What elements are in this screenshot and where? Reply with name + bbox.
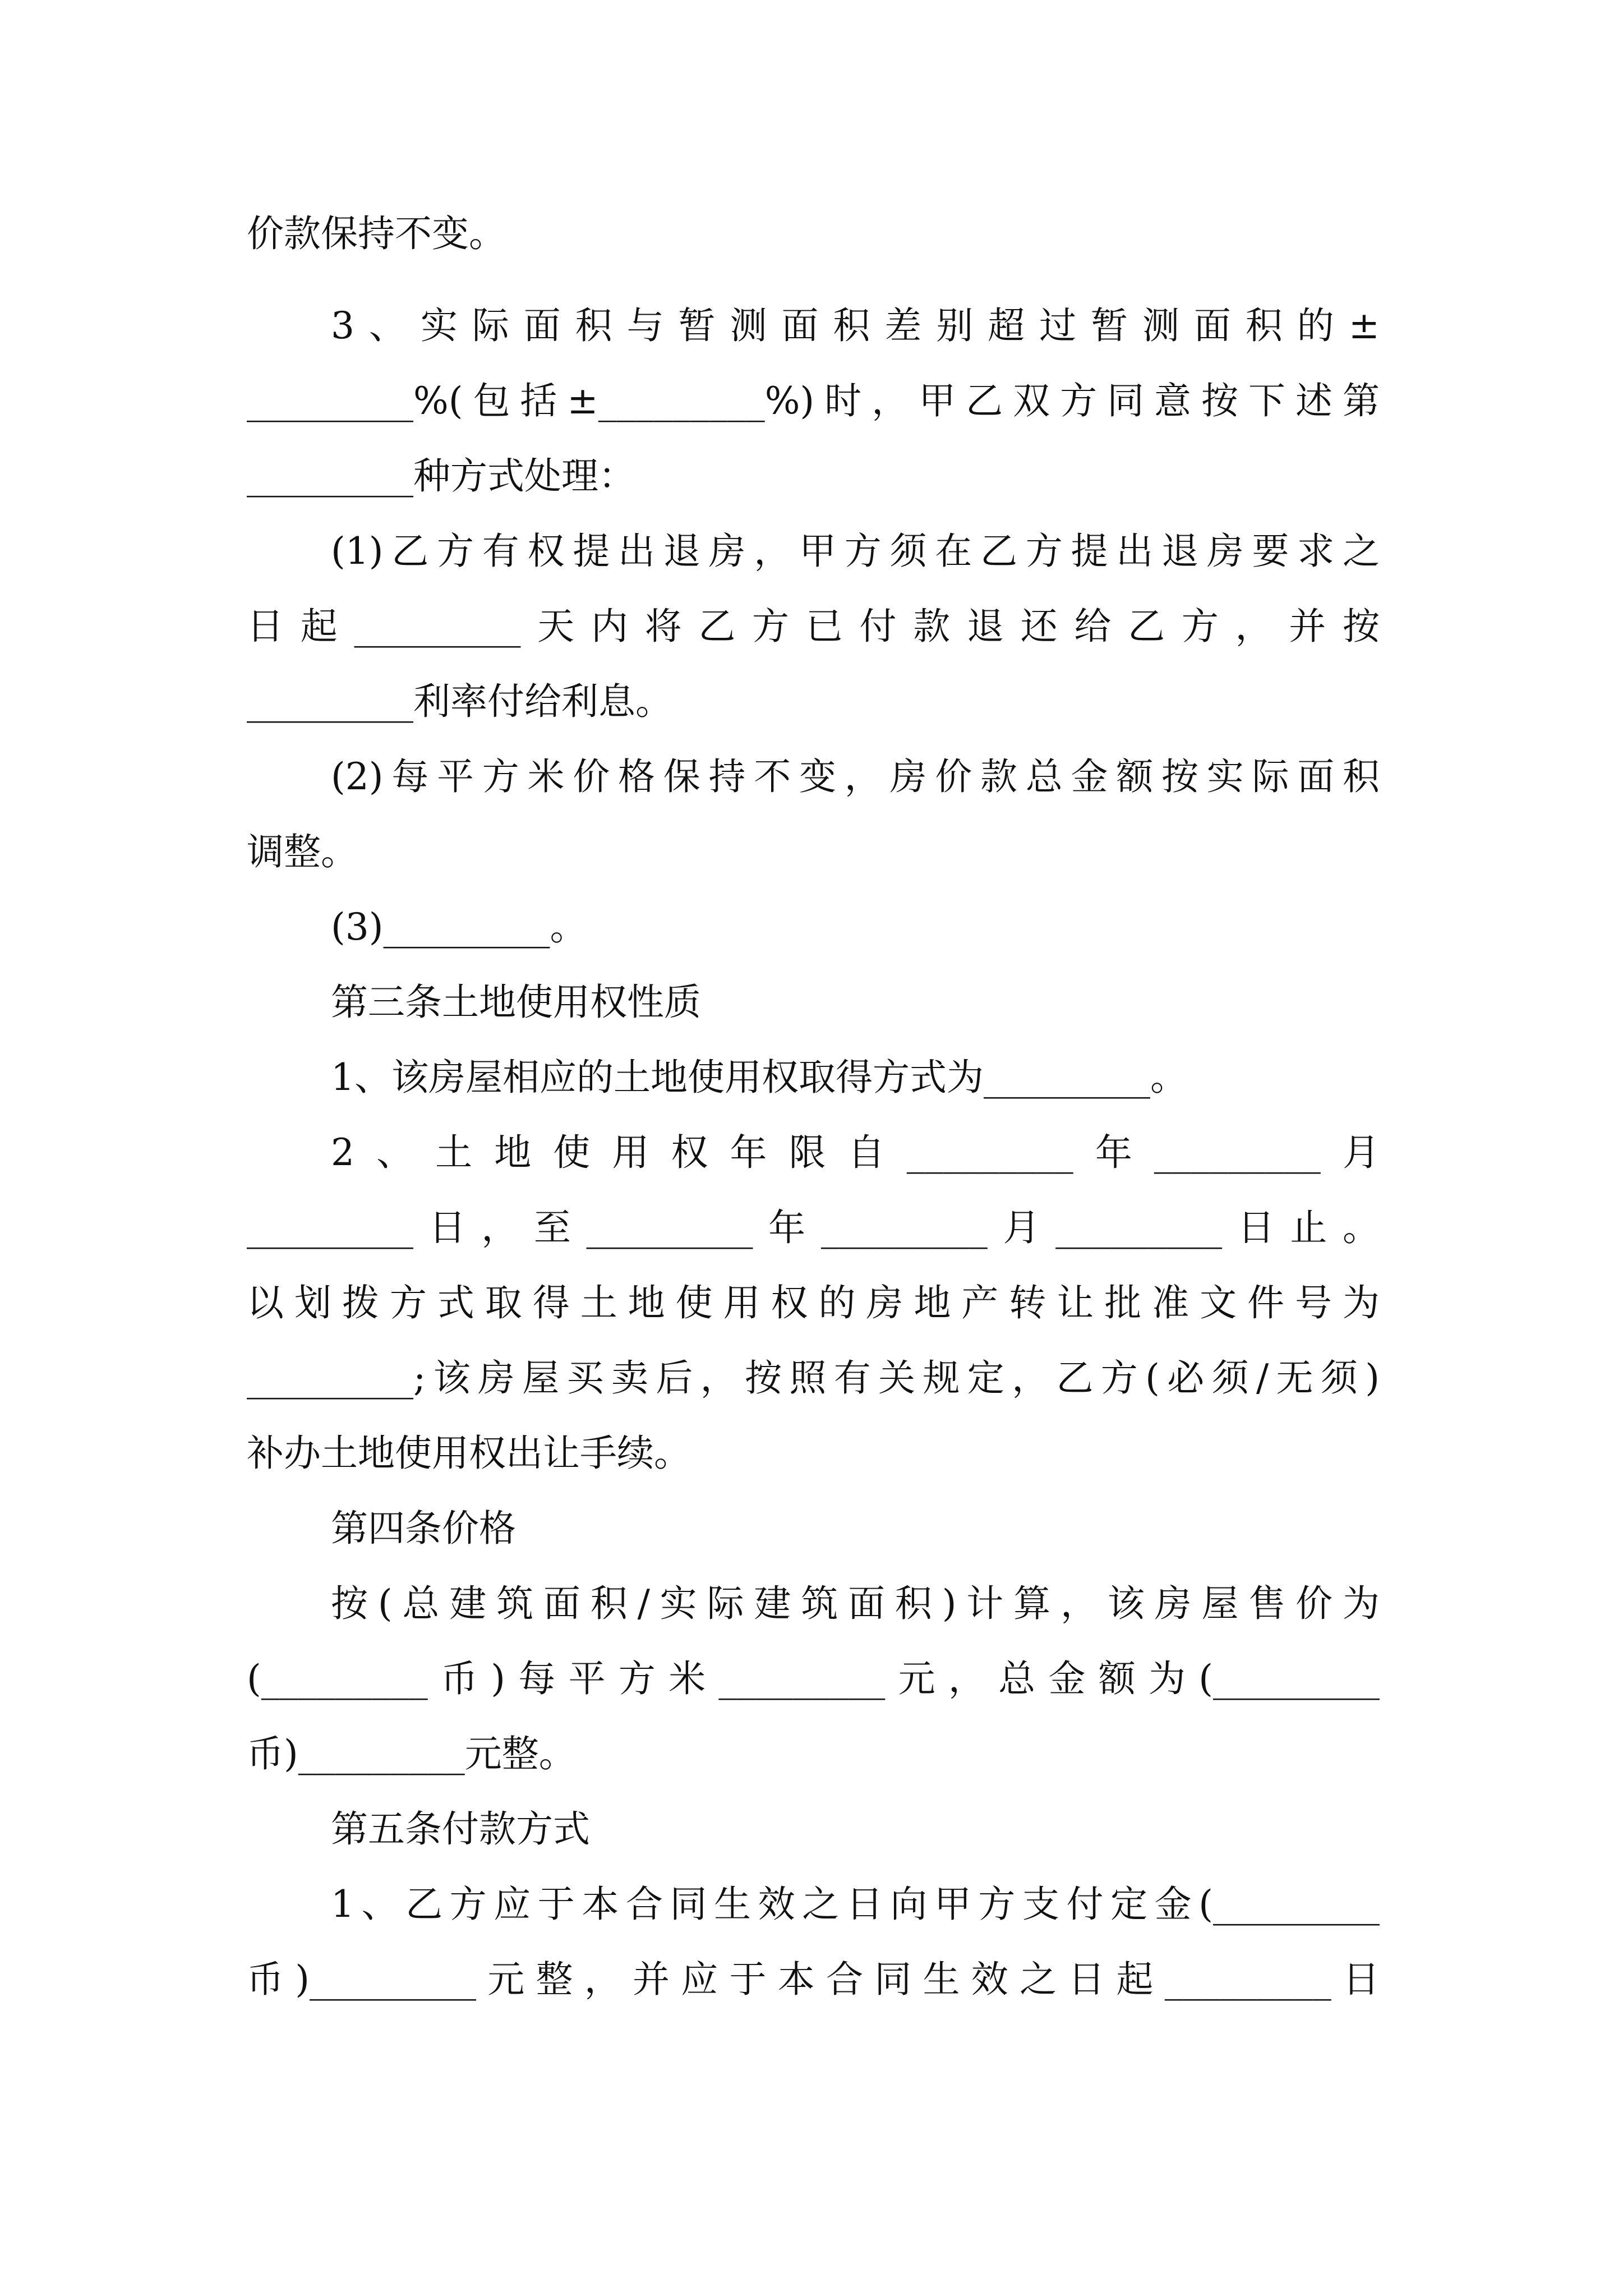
text-line: (1)乙方有权提出退房，甲方须在乙方提出退房要求之 — [331, 530, 1380, 573]
section-heading: 第四条价格 — [331, 1507, 516, 1550]
text-line: (3)_________。 — [331, 905, 587, 949]
text-line: 价款保持不变。 — [247, 212, 506, 255]
text-line: _________日，至_________年_________月_________日止。 — [247, 1206, 1380, 1249]
text-line: 按(总建筑面积/实际建筑面积)计算，该房屋售价为 — [331, 1582, 1380, 1625]
text-line: (2)每平方米价格保持不变，房价款总金额按实际面积 — [331, 755, 1380, 798]
text-line: _________;该房屋买卖后，按照有关规定，乙方(必须/无须) — [247, 1356, 1380, 1400]
text-line: 3、实际面积与暂测面积差别超过暂测面积的± — [331, 304, 1380, 347]
section-heading: 第三条土地使用权性质 — [331, 981, 701, 1024]
text-line: 日起_________天内将乙方已付款退还给乙方，并按 — [247, 605, 1380, 648]
text-line: 补办土地使用权出让手续。 — [247, 1432, 691, 1475]
text-line: 1、乙方应于本合同生效之日向甲方支付定金(_________ — [331, 1883, 1380, 1926]
text-line: 币)_________元整，并应于本合同生效之日起_________日 — [247, 1958, 1380, 2001]
text-line: 2、土地使用权年限自_________年_________月 — [331, 1131, 1380, 1174]
text-line: 调整。 — [247, 830, 358, 873]
text-line: _________种方式处理： — [247, 454, 635, 498]
text-line: (_________币)每平方米_________元，总金额为(_________ — [247, 1657, 1380, 1700]
text-line: _________利率付给利息。 — [247, 680, 672, 723]
text-line: 以划拨方式取得土地使用权的房地产转让批准文件号为 — [247, 1281, 1380, 1324]
section-heading: 第五条付款方式 — [331, 1807, 590, 1851]
text-line: _________%(包括±_________%)时，甲乙双方同意按下述第 — [247, 379, 1380, 422]
text-line: 币)_________元整。 — [247, 1732, 576, 1775]
text-line: 1、该房屋相应的土地使用权取得方式为_________。 — [331, 1056, 1187, 1099]
